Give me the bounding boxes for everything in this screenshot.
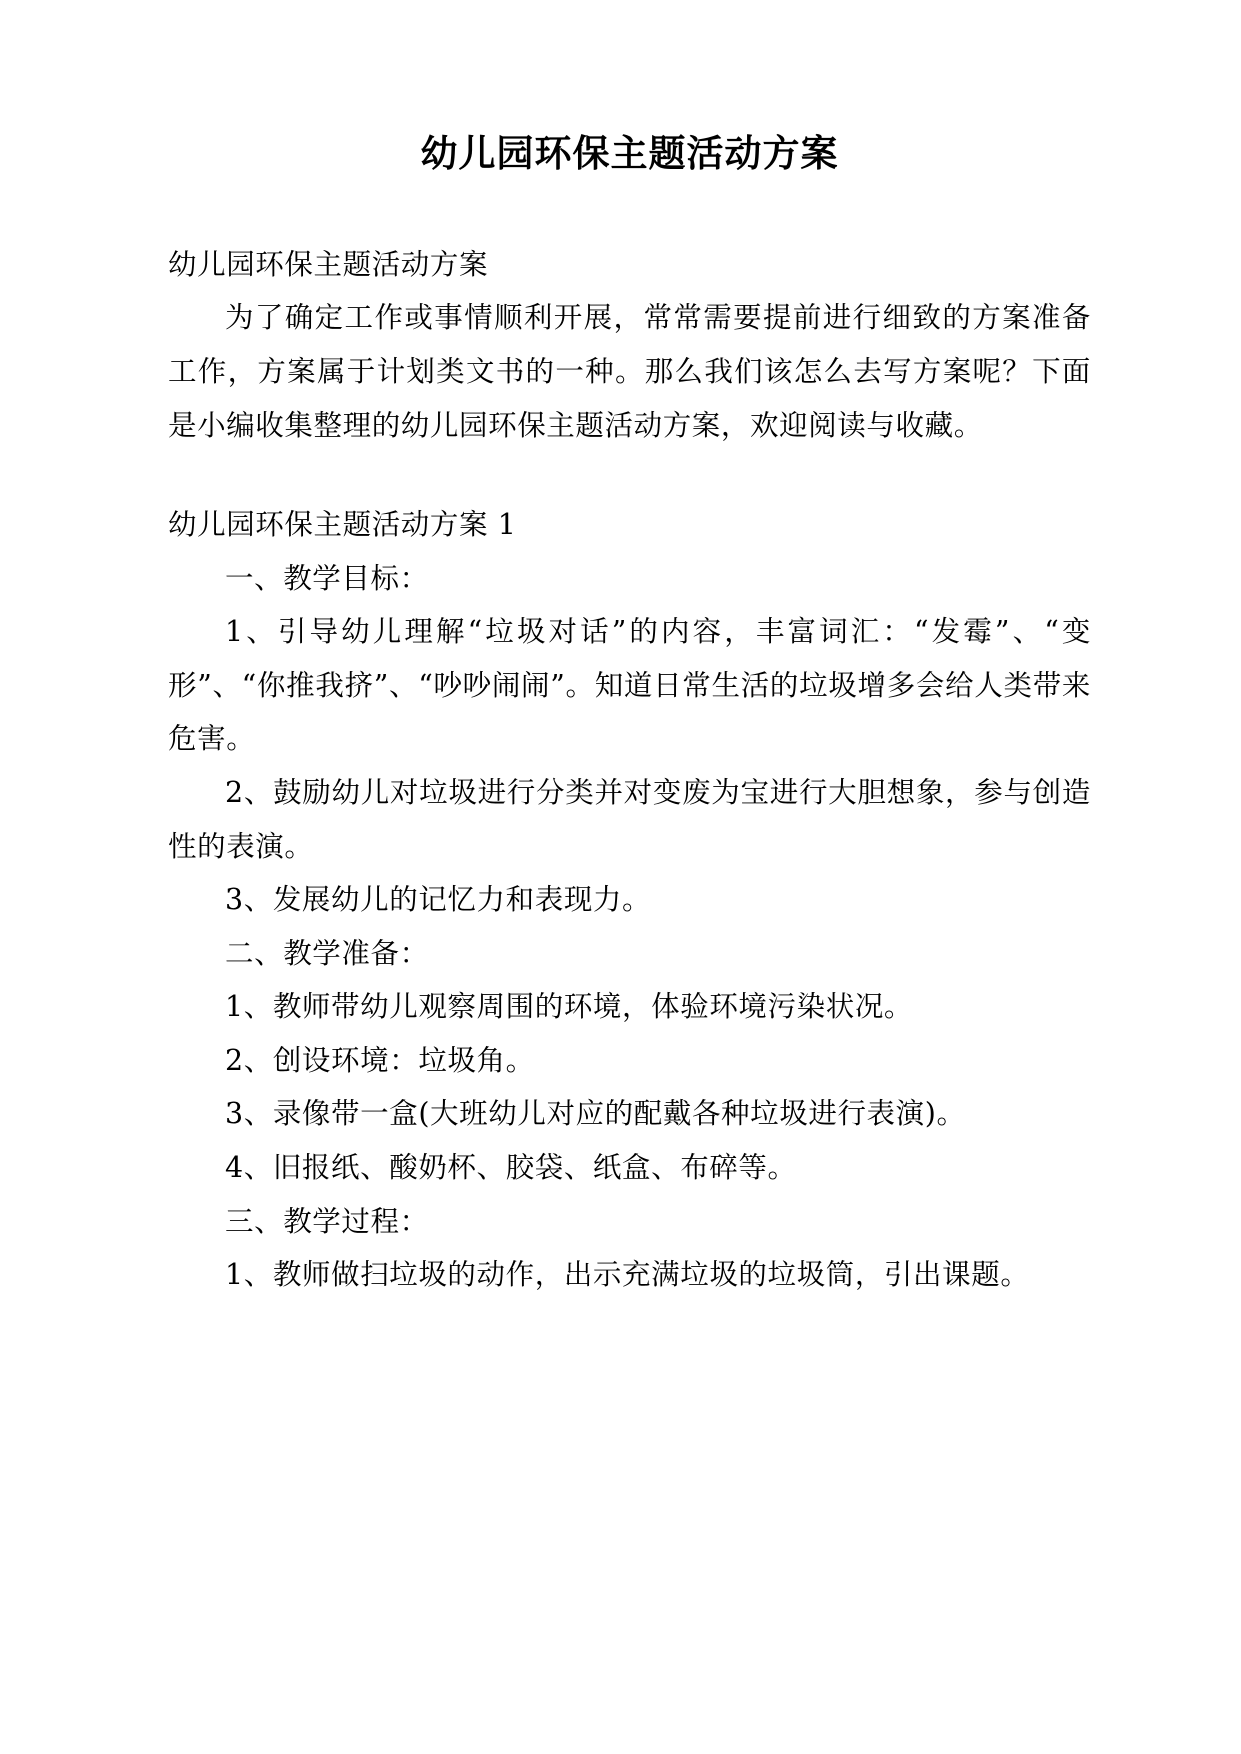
paragraph-prep-4: 4、旧报纸、酸奶杯、胶袋、纸盒、布碎等。 <box>225 1151 797 1185</box>
paragraph-prep-1: 1、教师带幼儿观察周围的环境，体验环境污染状况。 <box>225 990 914 1024</box>
paragraph-goal-2: 2、鼓励幼儿对垃圾进行分类并对变废为宝进行大胆想象，参与创造性的表演。 <box>168 776 1091 863</box>
section-spacer <box>168 452 1091 498</box>
paragraph-intro: 为了确定工作或事情顺利开展，常常需要提前进行细致的方案准备工作，方案属于计划类文书的一种。那么我们该怎么去写方案呢？下面是小编收集整理的幼儿园环保主题活动方案，欢迎阅读与收藏。 <box>168 301 1091 442</box>
paragraph-prep-2: 2、创设环境：垃圾角。 <box>225 1043 535 1077</box>
paragraph-section-heading-1: 幼儿园环保主题活动方案 1 <box>168 508 517 542</box>
paragraph-goal-1: 1、引导幼儿理解“垃圾对话”的内容，丰富词汇：“发霉”、“变形”、“你推我挤”、“吵吵闹闹”。知道日常生活的垃圾增多会给人类带来危害。 <box>168 615 1091 756</box>
paragraph-process-heading: 三、教学过程： <box>225 1204 429 1238</box>
page-title: 幼儿园环保主题活动方案 <box>420 132 839 175</box>
paragraph-goal-3: 3、发展幼儿的记忆力和表现力。 <box>225 883 652 917</box>
paragraph-goal-heading: 一、教学目标： <box>225 561 429 595</box>
paragraph-prep-heading: 二、教学准备： <box>225 936 429 970</box>
paragraph-subtitle: 幼儿园环保主题活动方案 <box>168 247 489 281</box>
paragraph-prep-3: 3、录像带一盒(大班幼儿对应的配戴各种垃圾进行表演)。 <box>225 1097 966 1131</box>
paragraph-process-1: 1、教师做扫垃圾的动作，出示充满垃圾的垃圾筒，引出课题。 <box>225 1258 1030 1292</box>
